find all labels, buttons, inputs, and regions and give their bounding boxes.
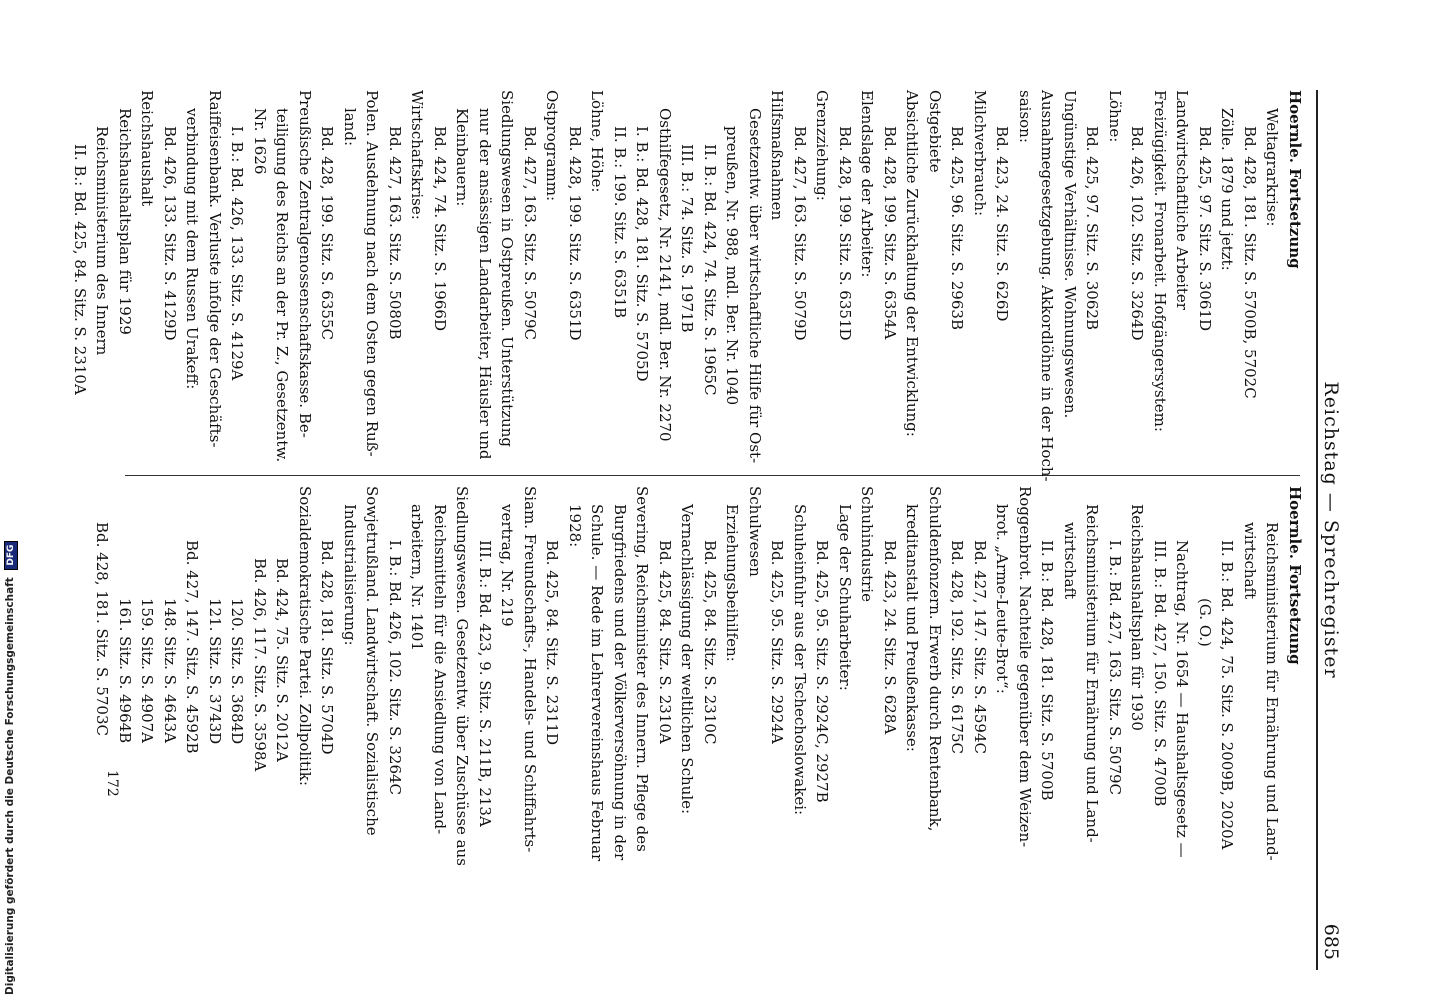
register-line: Osthilfegesetz, Nr. 2141, mdl. Ber. Nr. 2270 — [656, 108, 674, 442]
register-line: III. B.: 74. Sitz. S. 1971B — [678, 144, 697, 333]
register-line: Bd. 425, 97. Sitz. S. 3061D — [1196, 126, 1214, 331]
register-line: I. B.: Bd. 426, 102. Sitz. S. 3264C — [386, 540, 404, 796]
register-line: Hilfsmaßnahmen — [768, 90, 787, 221]
register-line: Vernachlässigung der weltlichen Schule: — [678, 504, 697, 815]
register-line: Ausnahmegesetzgebung. Akkordlöhne in der Hoch- — [1038, 90, 1057, 482]
register-line: Ostprogramm: — [543, 90, 562, 202]
register-line: Reichsministerium für Ernährung und Land- — [1083, 504, 1102, 843]
register-line: Erziehungsbeihilfen: — [723, 504, 742, 662]
register-line: Milchverbrauch: — [971, 90, 989, 217]
register-line: 159. Sitz. S. 4907A — [138, 598, 157, 743]
register-line: Bd. 424, 74. Sitz. S. 1966D — [431, 126, 449, 331]
register-line: Bd. 428, 199. Sitz. S. 6351D — [566, 126, 584, 341]
register-line: Nr. 1626 — [251, 108, 269, 175]
register-line: Bd. 423, 24. Sitz. S. 628A — [881, 540, 899, 735]
register-line: III. B.: Bd. 423, 9. Sitz. S. 211B, 213A — [476, 540, 494, 827]
register-line: 1928: — [566, 504, 584, 548]
register-line: Bd. 428, 181. Sitz. S. 5704D — [318, 540, 337, 755]
register-line: Burgfriedens und der Völkerversöhnung in der — [611, 504, 629, 861]
register-line: Kleinbauern: — [453, 108, 472, 207]
register-line: Landwirtschaftliche Arbeiter — [1173, 90, 1192, 310]
page-number: 685 — [1320, 923, 1342, 960]
register-line: Reichshaushaltsplan für 1929 — [116, 108, 134, 335]
register-line: II. B.: Bd. 424, 75. Sitz. S. 2009B, 2020A — [1218, 540, 1237, 850]
register-line: land: — [341, 108, 359, 147]
register-line: Siedlungswesen in Ostpreußen. Unterstützung — [498, 90, 517, 447]
header-rule — [1316, 90, 1318, 970]
register-line: Grenzziehung: — [813, 90, 832, 201]
register-line: kreditanstalt und Preußenkasse: — [903, 504, 922, 752]
register-line: Raiffeisenbank. Verluste infolge der Geschäfts- — [206, 90, 224, 448]
register-line: III. B.: Bd. 427, 150. Sitz. S. 4700B — [1151, 540, 1169, 807]
register-line: II. B.: Bd. 425, 84. Sitz. S. 2310A — [71, 144, 89, 395]
register-line: Polen. Ausdehnung nach dem Osten gegen Ruß- — [363, 90, 382, 457]
register-line: wirtschaft — [1241, 522, 1259, 600]
register-line: wirtschaft — [1061, 522, 1079, 600]
register-line: Hoernle. Fortsetzung — [1286, 486, 1304, 665]
register-line: Nachtrag, Nr. 1654 — Haushaltsgesetz — — [1173, 540, 1192, 858]
register-line: Reichshaushalt — [138, 90, 157, 207]
register-line: Bd. 425, 97. Sitz. S. 3062B — [1083, 126, 1102, 330]
register-line: Preußische Zentralgenossenschaftskasse. Be- — [296, 90, 314, 438]
register-line: Ungünstige Verhältnisse. Wohnungswesen. — [1061, 90, 1079, 419]
register-line: Bd. 427, 163. Sitz. S. 5079C — [521, 126, 539, 340]
register-line: Reichsministerium für Ernährung und Land- — [1263, 522, 1282, 861]
register-line: Löhne, Höhe: — [588, 90, 607, 193]
register-line: Schuldenfonzern. Erwerb durch Rentenbank, — [926, 486, 944, 832]
digitization-credit — [4, 0, 18, 995]
register-line: Bd. 428, 192. Sitz. S. 6175C — [948, 540, 967, 754]
register-line: Sozialdemokratische Partei. Zollpolitik: — [296, 486, 314, 786]
register-line: Weltagrarkrise: — [1263, 108, 1282, 227]
register-line: nur der ansässigen Landarbeiter, Häusler und — [476, 108, 494, 460]
register-line: Bd. 428, 199. Sitz. S. 6355C — [318, 126, 337, 340]
dfg-logo: DFG — [4, 541, 18, 570]
register-line: Reichsmitteln für die Ansiedlung von Land- — [431, 504, 449, 835]
register-line: Wirtschaftskrise: — [408, 90, 427, 220]
register-line: verbindung mit dem Russen Urakeff: — [183, 108, 202, 390]
register-line: Bd. 426, 133. Sitz. S. 4129D — [161, 126, 179, 341]
register-line: Schulwesen — [746, 486, 764, 577]
register-line: brot. „Arme-Leute-Brot“: — [993, 504, 1012, 694]
register-line: Industrialisierung: — [341, 504, 359, 646]
register-line: Bd. 425, 95. Sitz. S. 2924C, 2927B — [813, 540, 832, 803]
register-line: Bd. 427, 147. Sitz. S. 4592B — [183, 540, 202, 754]
register-line: Bd. 428, 199. Sitz. S. 6351D — [836, 126, 854, 341]
register-line: 120. Sitz. S. 3684D — [228, 598, 247, 745]
register-line: Schule. — Rede im Lehrervereinshaus Februar — [588, 504, 607, 862]
register-line: Bd. 425, 84. Sitz. S. 2311D — [543, 540, 562, 745]
register-line: Roggenbrot. Nachteile gegenüber dem Weizen- — [1016, 486, 1034, 848]
register-line: Bd. 426, 102. Sitz. S. 3264D — [1128, 126, 1147, 341]
register-line: II. B.: 199. Sitz. S. 6351B — [611, 126, 629, 319]
register-line: Reichshaushaltsplan für 1930 — [1128, 504, 1147, 731]
register-line: 121. Sitz. S. 3743D — [206, 598, 224, 745]
left-column — [71, 90, 1306, 482]
register-line: 148. Sitz. S. 4643A — [161, 598, 179, 743]
register-line: arbeitern, Nr. 1401 — [408, 504, 427, 652]
register-line: Bd. 425, 84. Sitz. S. 2310A — [656, 540, 674, 744]
register-line: Schuheinfuhr aus der Tschechoslowakei: — [791, 504, 809, 816]
register-line: Bd. 427, 163. Sitz. S. 5079D — [791, 126, 809, 341]
register-line: vertrag, Nr. 219 — [498, 504, 517, 627]
register-line: Bd. 428, 181. Sitz. S. 5703C — [93, 522, 112, 736]
register-line: teiligung des Reichs an der Pr. Z., Gesetzentw. — [273, 108, 292, 463]
register-line: II. B.: Bd. 424, 74. Sitz. S. 1965C — [701, 144, 719, 396]
register-line: 161. Sitz. S. 4964B — [116, 598, 134, 744]
register-line: Bd. 428, 199. Sitz. S. 6354A — [881, 126, 899, 340]
register-line: I. B.: Bd. 428, 181. Sitz. S. 5705D — [633, 126, 652, 382]
page-footnote-text: 172 — [104, 770, 120, 797]
register-line: Bd. 425, 84. Sitz. S. 2310C — [701, 540, 719, 745]
register-line: preußen, Nr. 988, mdl. Ber. Nr. 1040 — [723, 126, 742, 406]
register-line: Elendslage der Arbeiter: — [858, 90, 877, 278]
register-line: I. B.: Bd. 426, 133. Sitz. S. 4129A — [228, 126, 247, 381]
register-line: Freizügigkeit. Fronarbeit. Hofgängersystem: — [1151, 90, 1169, 432]
register-line: Ostgebiete — [926, 90, 944, 173]
running-header-title: Reichstag — Sprechregister — [1320, 381, 1342, 679]
credit-text: Digitalisierung gefördert durch die Deutsche Forschungsgemeinschaft — [4, 577, 16, 995]
register-line: Zölle. 1879 und jetzt: — [1218, 108, 1237, 271]
register-line: Schuhindustrie — [858, 486, 877, 602]
register-line: Severing, Reichsminister des Innern. Pflege des — [633, 486, 652, 852]
register-line: saison: — [1016, 90, 1034, 143]
register-line: (G. O.) — [1196, 598, 1214, 647]
register-line: Bd. 428, 181. Sitz. S. 5700B, 5702C — [1241, 126, 1259, 399]
register-line: Hoernle. Fortsetzung — [1286, 90, 1304, 269]
register-line: Bd. 427, 163. Sitz. S. 5080B — [386, 126, 404, 340]
page-footnote-number — [100, 770, 130, 810]
register-line: Gesetzentw. über wirtschaftliche Hilfe für Ost- — [746, 108, 764, 464]
register-line: Absichtliche Zurückhaltung der Entwicklung: — [903, 90, 922, 437]
register-line: Bd. 424, 75. Sitz. S. 2012A — [273, 558, 292, 762]
register-line: II. B.: Bd. 428, 181. Sitz. S. 5700B — [1038, 540, 1057, 801]
register-line: I. B.: Bd. 427, 163. Sitz. S. 5079C — [1106, 540, 1124, 796]
register-line: Bd. 423, 24. Sitz. S. 626D — [993, 126, 1012, 322]
register-line: Bd. 425, 95. Sitz. S. 2924A — [768, 540, 787, 744]
register-line: Sowjetrußland. Landwirtschaft. Sozialistische — [363, 486, 382, 836]
register-line: Lage der Schuharbeiter: — [836, 504, 854, 691]
column-divider — [125, 475, 1300, 476]
register-line: Löhne: — [1106, 90, 1124, 143]
register-line: Bd. 426, 117. Sitz. S. 3598A — [251, 558, 269, 772]
register-line: Siam. Freundschafts-, Handels- und Schiffahrts- — [521, 486, 539, 853]
register-line: Reichsministerium des Innern — [93, 126, 112, 356]
register-line: Siedlungswesen. Gesetzentw. über Zuschüsse aus — [453, 486, 472, 866]
register-line: Bd. 427, 147. Sitz. S. 4594C — [971, 540, 989, 754]
register-line: Bd. 425, 96. Sitz. S. 2963B — [948, 126, 967, 330]
